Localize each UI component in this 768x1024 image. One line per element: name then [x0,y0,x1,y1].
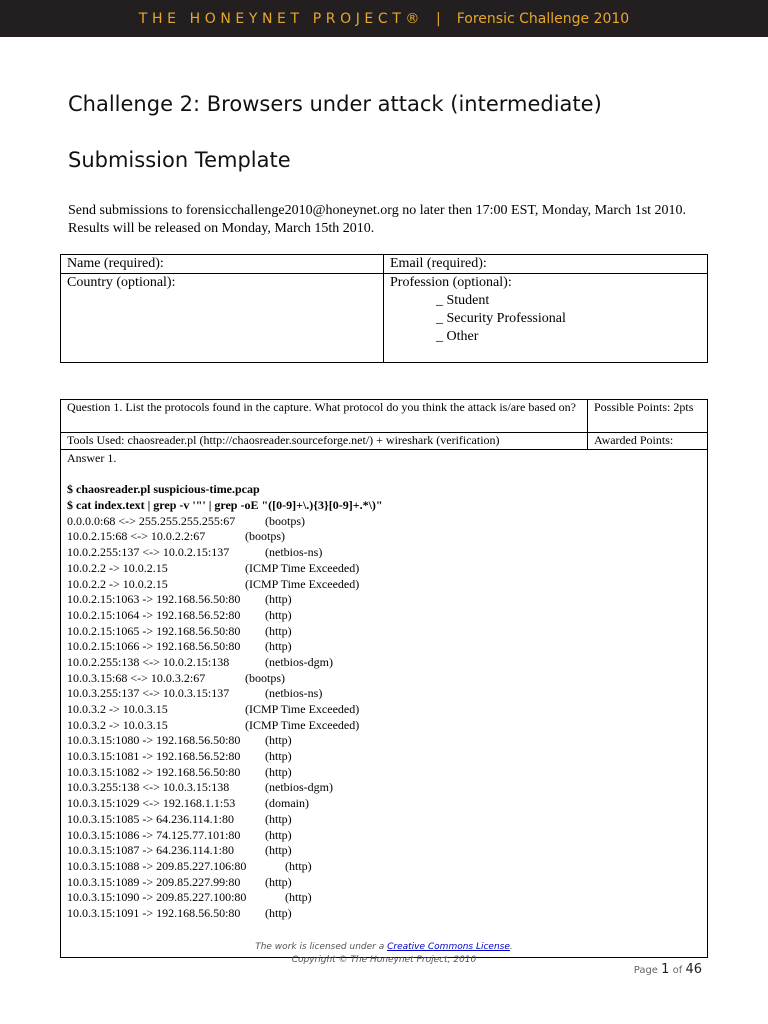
capture-line [67,718,701,734]
answer-cell[interactable] [61,450,708,958]
capture-line [67,780,701,796]
protocol-label: (http) [265,592,292,607]
capture-line [67,561,701,577]
profession-option-student[interactable]: _ Student [436,293,490,308]
command-line: $ cat index.text | grep -v '"' | grep -oE "([0-9]+\.){3}[0-9]+.*\)" [67,498,383,513]
connection-address: 10.0.2.2 -> 10.0.2.15 [67,560,168,575]
connection-address: 10.0.3.15:1091 -> 192.168.56.50:80 [67,905,241,920]
protocol-label: (netbios-ns) [265,686,323,701]
protocol-label: (domain) [265,796,309,811]
capture-line [67,733,701,749]
connection-address: 10.0.3.15:1081 -> 192.168.56.52:80 [67,749,241,764]
connection-address: 10.0.2.15:68 <-> 10.0.2.2:67 [67,529,206,544]
protocol-label: (http) [265,639,292,654]
license-link[interactable]: Creative Commons License [387,942,510,952]
protocol-label: (bootps) [265,513,305,528]
protocol-label: (http) [265,843,292,858]
country-label: Country (optional): [67,275,176,290]
capture-line [67,875,701,891]
capture-line [67,529,701,545]
connection-address: 10.0.2.255:138 <-> 10.0.2.15:138 [67,654,230,669]
capture-line [67,749,701,765]
profession-label: Profession (optional): [390,275,512,290]
connection-address: 10.0.3.2 -> 10.0.3.15 [67,702,168,717]
project-name: THE HONEYNET PROJECT® [138,10,425,27]
connection-address: 10.0.3.15:1088 -> 209.85.227.106:80 [67,858,247,873]
protocol-label: (netbios-ns) [265,545,323,560]
protocol-label: (http) [265,764,292,779]
name-field[interactable] [61,255,384,274]
protocol-label: (http) [265,905,292,920]
answer-lines [67,514,701,922]
tools-used: Tools Used: chaosreader.pl (http://chaosreader.sourceforge.net/) + wireshark (verification) [61,433,588,450]
capture-line [67,859,701,875]
connection-address: 10.0.2.15:1064 -> 192.168.56.52:80 [67,607,241,622]
connection-address: 10.0.2.255:137 <-> 10.0.2.15:137 [67,545,230,560]
capture-line [67,624,701,640]
connection-address: 10.0.3.15:1080 -> 192.168.56.50:80 [67,733,241,748]
connection-address: 10.0.3.15:1082 -> 192.168.56.50:80 [67,764,241,779]
protocol-label: (bootps) [245,670,285,685]
capture-line [67,655,701,671]
challenge-name: Forensic Challenge 2010 [456,10,630,27]
connection-address: 10.0.3.15:1029 <-> 192.168.1.1:53 [67,796,236,811]
protocol-label: (http) [285,858,312,873]
page-title: Challenge 2: Browsers under attack (intermediate) [68,92,602,116]
profession-option-security-professional[interactable]: _ Security Professional [436,311,566,326]
protocol-label: (ICMP Time Exceeded) [245,576,360,591]
protocol-label: (ICMP Time Exceeded) [245,560,360,575]
email-label: Email (required): [390,256,487,271]
protocol-label: (http) [265,623,292,638]
connection-address: 10.0.3.15:68 <-> 10.0.3.2:67 [67,670,206,685]
connection-address: 10.0.2.15:1065 -> 192.168.56.50:80 [67,623,241,638]
capture-line [67,671,701,687]
capture-line [67,812,701,828]
page-subtitle: Submission Template [68,148,291,172]
awarded-points: Awarded Points: [588,433,708,450]
capture-line [67,796,701,812]
protocol-label: (bootps) [245,529,285,544]
capture-line [67,906,701,922]
protocol-label: (netbios-dgm) [265,780,333,795]
country-field[interactable] [61,274,384,363]
protocol-label: (http) [265,811,292,826]
question-table [60,399,708,958]
name-label: Name (required): [67,256,164,271]
connection-address: 10.0.3.15:1090 -> 209.85.227.100:80 [67,890,247,905]
connection-address: 10.0.3.15:1086 -> 74.125.77.101:80 [67,827,241,842]
banner-separator: | [436,10,441,27]
capture-line [67,577,701,593]
possible-points: Possible Points: 2pts [588,400,708,433]
capture-line [67,592,701,608]
connection-address: 10.0.2.2 -> 10.0.2.15 [67,576,168,591]
connection-address: 10.0.3.15:1087 -> 64.236.114.1:80 [67,843,234,858]
contact-form-table [60,254,708,363]
profession-option-other[interactable]: _ Other [436,329,479,344]
capture-line [67,514,701,530]
protocol-label: (http) [265,749,292,764]
connection-address: 10.0.3.15:1089 -> 209.85.227.99:80 [67,874,241,889]
connection-address: 10.0.3.255:138 <-> 10.0.3.15:138 [67,780,230,795]
protocol-label: (ICMP Time Exceeded) [245,717,360,732]
protocol-label: (ICMP Time Exceeded) [245,702,360,717]
email-field[interactable] [384,255,708,274]
capture-line [67,828,701,844]
capture-line [67,765,701,781]
protocol-label: (netbios-dgm) [265,654,333,669]
profession-field [384,274,708,363]
capture-line [67,843,701,859]
connection-address: 10.0.3.2 -> 10.0.3.15 [67,717,168,732]
capture-line [67,608,701,624]
connection-address: 10.0.3.15:1085 -> 64.236.114.1:80 [67,811,234,826]
copyright-line: Copyright © The Honeynet Project, 2010 [291,955,477,965]
connection-address: 0.0.0.0:68 <-> 255.255.255.255:67 [67,513,236,528]
connection-address: 10.0.2.15:1063 -> 192.168.56.50:80 [67,592,241,607]
capture-line [67,545,701,561]
page-number: Page 1 of 46 [633,962,702,977]
question-text: Question 1. List the protocols found in the capture. What protocol do you think the attack is/are based on? [61,400,588,433]
connection-address: 10.0.3.255:137 <-> 10.0.3.15:137 [67,686,230,701]
answer-label: Answer 1. [67,451,117,465]
capture-line [67,702,701,718]
capture-line [67,686,701,702]
connection-address: 10.0.2.15:1066 -> 192.168.56.50:80 [67,639,241,654]
protocol-label: (http) [285,890,312,905]
protocol-label: (http) [265,733,292,748]
command-line: $ chaosreader.pl suspicious-time.pcap [67,482,260,497]
protocol-label: (http) [265,607,292,622]
capture-line [67,890,701,906]
capture-line [67,639,701,655]
license-line: The work is licensed under a Creative Commons License. [255,942,513,952]
protocol-label: (http) [265,874,292,889]
submission-instructions: Send submissions to forensicchallenge2010@honeynet.org no later then 17:00 EST, Monday, March 1st 2010. Results will be released on Monday, March 15th 2010. [68,203,687,236]
protocol-label: (http) [265,827,292,842]
header-banner [0,0,768,37]
